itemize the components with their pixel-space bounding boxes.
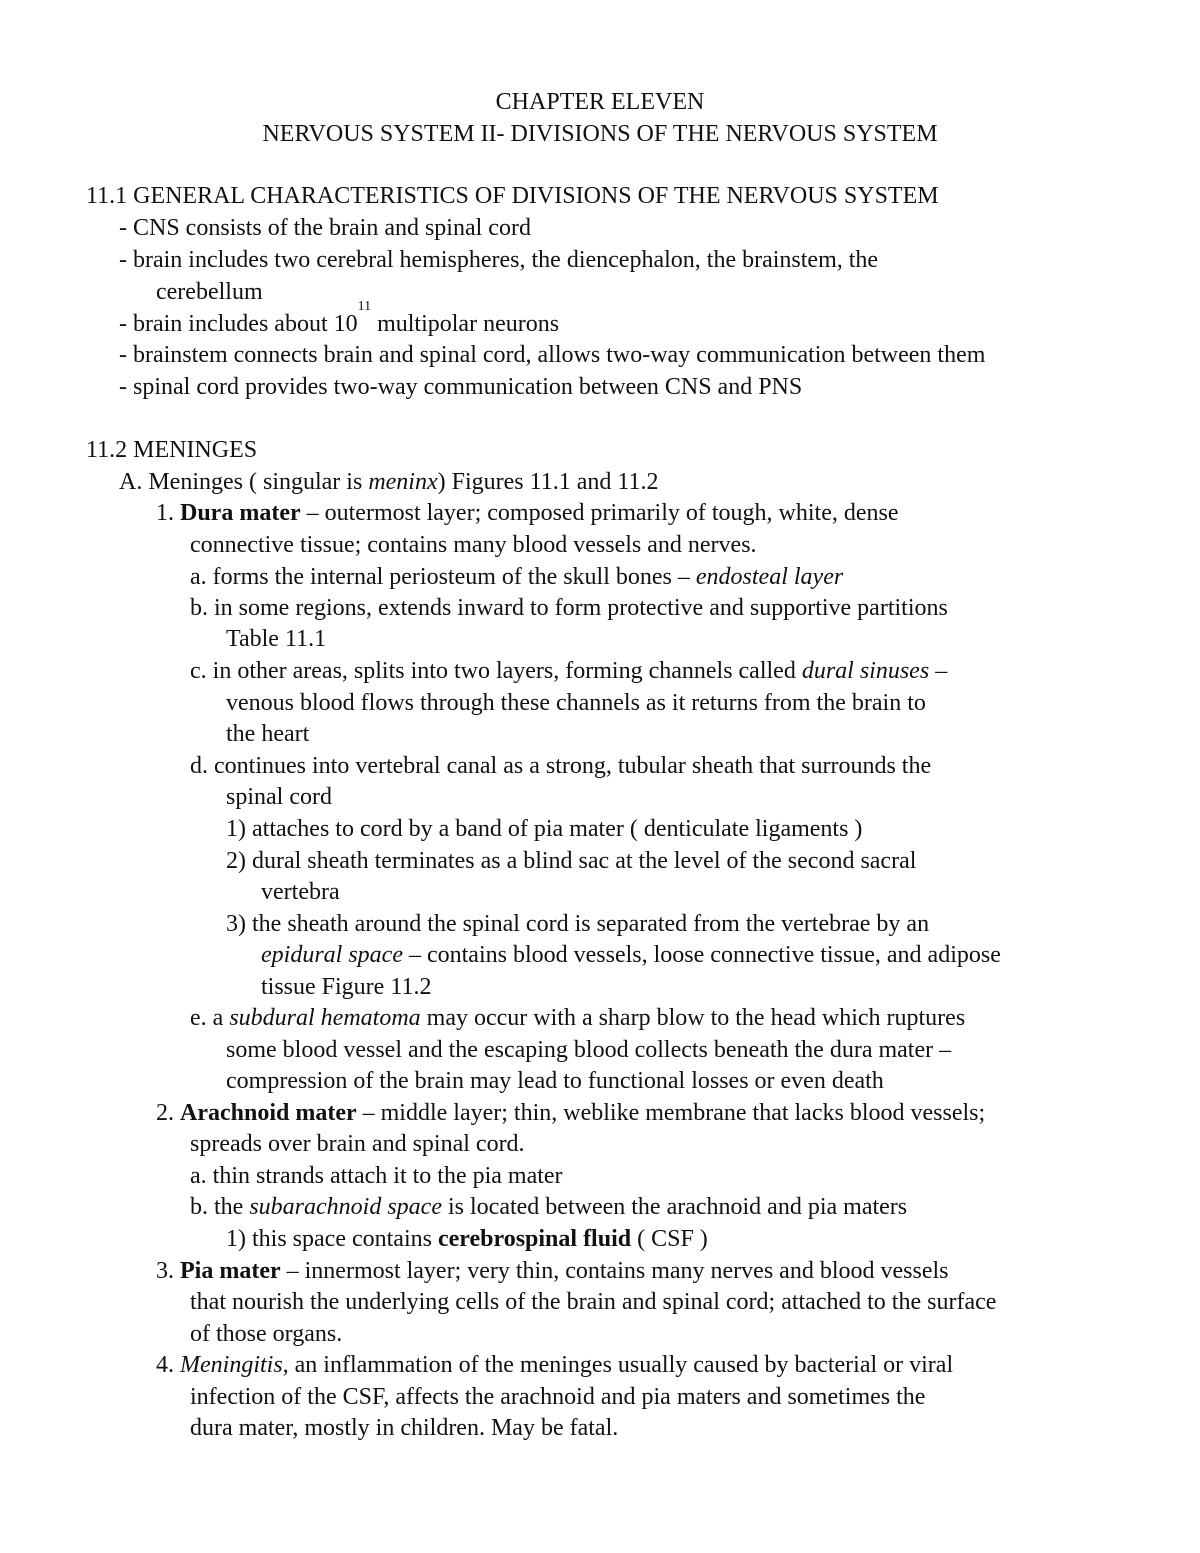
item-a-pre: A. Meninges ( singular is [119,469,369,495]
dura-d-3a: 3) the sheath around the spinal cord is separated from the vertebrae by an [226,911,930,937]
dura-c-post: – [929,658,948,684]
bullet-brain-parts-cont: cerebellum [156,279,263,305]
bullet-brain-parts: - brain includes two cerebral hemispheres, the diencephalon, the brainstem, the [119,247,879,273]
dura-d-3b-italic: epidural space [261,942,403,968]
dura-d-3b-post: – contains blood vessels, loose connective tissue, and adipose [402,942,1001,968]
bullet-neurons-pre: - brain includes about 10 [119,311,358,337]
dura-d-2b: vertebra [261,879,340,905]
pia-l1: – innermost layer; very thin, contains many nerves and blood vessels [280,1258,949,1284]
dura-c-italic: dural sinuses [801,658,930,684]
dura-term: Dura mater [180,500,301,526]
arachnoid-b-post: is located between the arachnoid and pia maters [441,1194,908,1220]
pia-term: Pia mater [180,1258,281,1284]
section-heading-11-1: 11.1 GENERAL CHARACTERISTICS OF DIVISIONS OF THE NERVOUS SYSTEM [86,183,939,209]
meningitis-l2: infection of the CSF, affects the arachnoid and pia maters and sometimes the [190,1384,926,1410]
exponent: 11 [357,299,372,314]
bullet-neurons-post: multipolar neurons [371,311,560,337]
bullet-spinal-cord: - spinal cord provides two-way communication between CNS and PNS [119,374,803,400]
dura-e-italic: subdural hematoma [229,1005,421,1031]
dura-e2: some blood vessel and the escaping blood collects beneath the dura mater – [226,1037,952,1063]
dura-a [190,562,843,592]
item-a-italic: meninx [368,469,438,495]
dura-c-pre: c. in other areas, splits into two layers, forming channels called [190,658,802,684]
arachnoid-b1-post: ( CSF ) [631,1226,708,1252]
meningitis-num: 4. [156,1352,180,1378]
item-a-meninges [119,467,659,497]
pia-l2: that nourish the underlying cells of the brain and spinal cord; attached to the surface [190,1289,997,1315]
meningitis-l3: dura mater, mostly in children. May be fatal. [190,1415,619,1441]
arachnoid-l2: spreads over brain and spinal cord. [190,1131,525,1157]
dura-e-post: may occur with a sharp blow to the head which ruptures [420,1005,966,1031]
bullet-cns: - CNS consists of the brain and spinal cord [119,215,531,241]
item-a-post: ) Figures 11.1 and 11.2 [437,469,659,495]
pia-l3: of those organs. [190,1321,343,1347]
dura-c [190,656,947,686]
chapter-label: CHAPTER ELEVEN [495,89,705,115]
meningitis-l1: , an inflammation of the meninges usually caused by bacterial or viral [282,1352,954,1378]
arachnoid-b-italic: subarachnoid space [249,1194,442,1220]
dura-d2: spinal cord [226,784,332,810]
arachnoid-term: Arachnoid mater [180,1100,357,1126]
arachnoid-b-pre: b. the [190,1194,250,1220]
dura-d1: d. continues into vertebral canal as a strong, tubular sheath that surrounds the [190,753,932,779]
arachnoid-b1-bold: cerebrospinal fluid [437,1226,632,1252]
dura-c3: the heart [226,721,310,747]
dura-l2: connective tissue; contains many blood vessels and nerves. [190,532,757,558]
dura-c2: venous blood flows through these channels as it returns from the brain to [226,690,926,716]
meningitis-item [156,1350,953,1380]
dura-d-3b [261,940,1001,970]
bullet-neurons [119,299,560,339]
dura-d-2a: 2) dural sheath terminates as a blind sac at the level of the second sacral [226,848,917,874]
dura-d-1: 1) attaches to cord by a band of pia mater ( denticulate ligaments ) [226,816,863,842]
dura-a-italic: endosteal layer [695,564,844,590]
pia-num: 3. [156,1258,180,1284]
dura-num: 1. [156,500,180,526]
dura-b1: b. in some regions, extends inward to form protective and supportive partitions [190,595,948,621]
dura-e-pre: e. a [190,1005,230,1031]
arachnoid-mater-item [156,1098,985,1128]
dura-a-pre: a. forms the internal periosteum of the skull bones – [190,564,696,590]
arachnoid-b1-pre: 1) this space contains [226,1226,438,1252]
dura-d-3c: tissue Figure 11.2 [261,974,432,1000]
arachnoid-l1: – middle layer; thin, weblike membrane that lacks blood vessels; [356,1100,986,1126]
arachnoid-a: a. thin strands attach it to the pia mater [190,1163,563,1189]
dura-b2: Table 11.1 [226,626,327,652]
chapter-title: NERVOUS SYSTEM II- DIVISIONS OF THE NERVOUS SYSTEM [262,121,938,147]
bullet-brainstem: - brainstem connects brain and spinal cord, allows two-way communication between them [119,342,986,368]
dura-mater-item [156,498,899,528]
section-heading-11-2: 11.2 MENINGES [86,437,258,463]
arachnoid-b [190,1192,907,1222]
arachnoid-b1 [226,1224,708,1254]
dura-l1: – outermost layer; composed primarily of tough, white, dense [300,500,899,526]
dura-e [190,1003,965,1033]
meningitis-term: Meningitis [180,1352,283,1378]
pia-mater-item [156,1256,948,1286]
arachnoid-num: 2. [156,1100,180,1126]
dura-e3: compression of the brain may lead to functional losses or even death [226,1068,884,1094]
